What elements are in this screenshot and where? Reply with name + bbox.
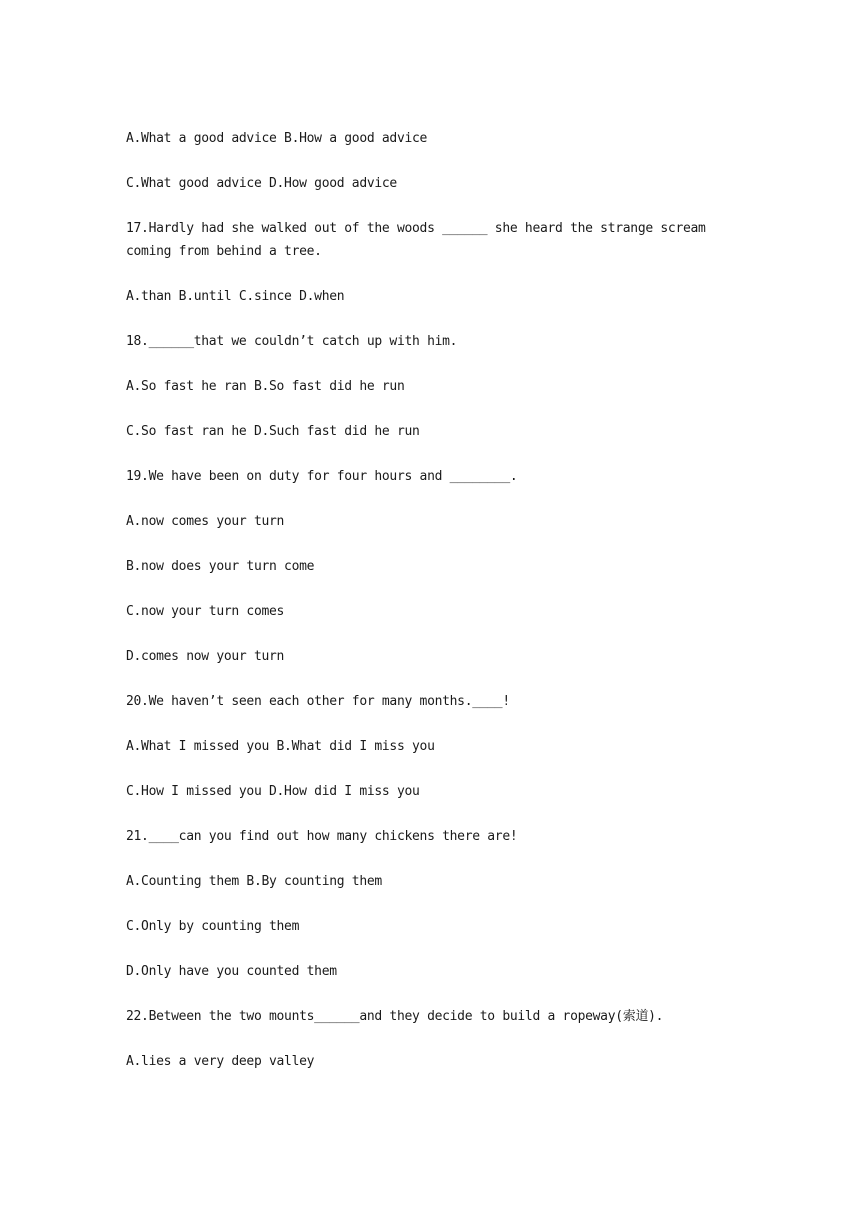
- question-17: 17.Hardly had she walked out of the woods ______ she heard the strange scream coming from behind a tree.: [126, 221, 714, 259]
- option-line: A.than B.until C.since D.when: [126, 289, 345, 304]
- option-line: C.Only by counting them: [126, 919, 300, 934]
- option-line: C.now your turn comes: [126, 604, 285, 619]
- question-22: 22.Between the two mounts______and they decide to build a ropeway(索道).: [126, 1009, 664, 1024]
- option-line: A.Counting them B.By counting them: [126, 874, 382, 889]
- option-line: D.Only have you counted them: [126, 964, 337, 979]
- question-20: 20.We haven’t seen each other for many months.____!: [126, 694, 510, 709]
- option-line: A.now comes your turn: [126, 514, 285, 529]
- option-line: A.lies a very deep valley: [126, 1054, 315, 1069]
- option-line: A.What a good advice B.How a good advice: [126, 131, 428, 146]
- question-18: 18.______that we couldn’t catch up with him.: [126, 334, 458, 349]
- option-line: C.What good advice D.How good advice: [126, 176, 397, 191]
- option-line: D.comes now your turn: [126, 649, 285, 664]
- question-21: 21.____can you find out how many chickens there are!: [126, 829, 518, 844]
- question-19: 19.We have been on duty for four hours and ________.: [126, 469, 518, 484]
- option-line: C.So fast ran he D.Such fast did he run: [126, 424, 420, 439]
- option-line: A.What I missed you B.What did I miss you: [126, 739, 435, 754]
- option-line: A.So fast he ran B.So fast did he run: [126, 379, 405, 394]
- option-line: C.How I missed you D.How did I miss you: [126, 784, 420, 799]
- option-line: B.now does your turn come: [126, 559, 315, 574]
